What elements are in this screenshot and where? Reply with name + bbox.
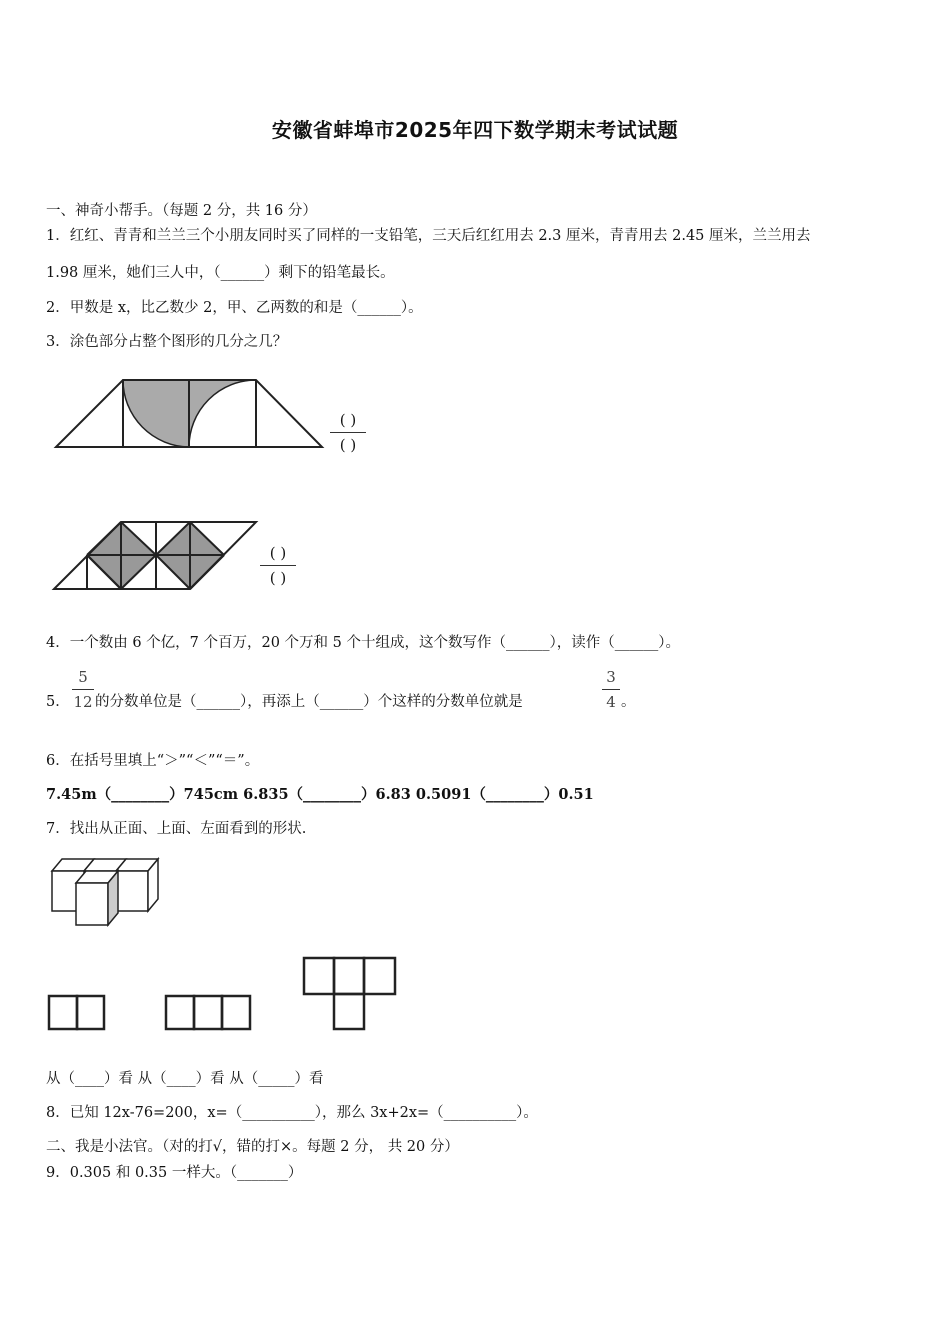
- q7-text: 7．找出从正面、上面、左面看到的形状.: [46, 821, 307, 837]
- q7-view-three-squares: [165, 995, 252, 1031]
- q5-middle: 的分数单位是（______），再添上（______）个这样的分数单位就是: [95, 694, 523, 710]
- q6-text: 6．在括号里填上“＞”“＜”“＝”。: [46, 753, 260, 769]
- section1-heading: 一、神奇小帮手。（每题 2 分，共 16 分）: [46, 203, 317, 219]
- q2-text: 2．甲数是 x，比乙数少 2，甲、乙两数的和是（______）。: [46, 300, 423, 316]
- q1-line1: 1．红红、青青和兰兰三个小朋友同时买了同样的一支铅笔，三天后红红用去 2.3 厘米，青青用去 2.45 厘米，兰兰用去: [46, 228, 811, 244]
- q6-items: 7.45m（________）745cm 6.835（________）6.83 0.5091（________）0.51: [46, 786, 594, 803]
- q1-line2: 1.98 厘米，她们三人中，（______）剩下的铅笔最长。: [46, 265, 395, 281]
- q3-fraction-1: [330, 410, 366, 455]
- q3-fraction-2-den[interactable]: ( ): [269, 569, 287, 587]
- q3-parallelogram-figure: [52, 520, 258, 592]
- q4-text: 4．一个数由 6 个亿，7 个百万，20 个万和 5 个十组成，这个数写作（______），读作（______）。: [46, 635, 681, 651]
- q5-fraction-3-4: [602, 667, 620, 712]
- q5-prefix: 5．: [46, 694, 70, 710]
- q3-text: 3．涂色部分占整个图形的几分之几？: [46, 334, 288, 350]
- q5-suffix: 。: [621, 694, 636, 710]
- q3-fraction-2: [260, 543, 296, 588]
- q7-view-two-squares: [48, 995, 106, 1031]
- q7-view-t-shape: [303, 957, 397, 1031]
- q9-text: 9．0.305 和 0.35 一样大。（_______）: [46, 1165, 303, 1181]
- q5-frac1-den: 12: [73, 693, 93, 711]
- q3-trapezoid-figure: [52, 378, 322, 450]
- q5-frac2-den: 4: [606, 693, 616, 711]
- q5-frac1-num: 5: [78, 668, 88, 686]
- q5-fraction-5-12: [72, 667, 94, 712]
- q3-fraction-1-den[interactable]: ( ): [339, 436, 357, 454]
- q7-answer-line: 从（____）看 从（____）看 从（_____）看: [46, 1071, 324, 1087]
- q3-fraction-2-num[interactable]: ( ): [269, 544, 287, 562]
- q3-fraction-1-num[interactable]: ( ): [339, 411, 357, 429]
- q7-cubes-figure: [52, 857, 168, 927]
- section2-heading: 二、我是小法官。（对的打√，错的打×。每题 2 分， 共 20 分）: [46, 1139, 459, 1155]
- q8-text: 8．已知 12x-76=200，x=（__________），那么 3x+2x=（__________）。: [46, 1105, 538, 1121]
- page-title: 安徽省蚌埠市2025年四下数学期末考试试题: [271, 118, 679, 142]
- q5-frac2-num: 3: [606, 668, 616, 686]
